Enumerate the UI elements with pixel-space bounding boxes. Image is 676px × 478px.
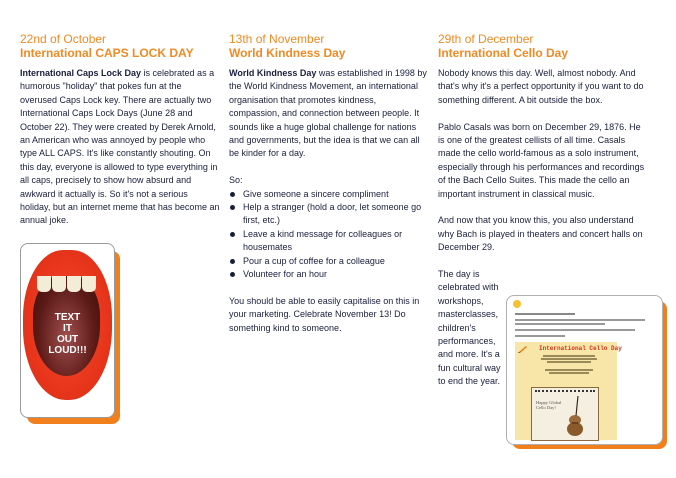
avatar [513,300,521,308]
section-title: International CAPS LOCK DAY [20,46,194,60]
post-username [524,302,525,306]
notebook-spiral [535,390,595,395]
caption-line: OUT [56,334,79,345]
list-intro: So: [229,175,243,186]
poster-text [539,368,599,375]
image-caption [21,312,114,356]
mouth-image-card [20,243,115,418]
list-item [229,268,429,281]
section-date: 22nd of October [20,32,107,46]
column-caps-lock-day [20,33,220,228]
section-title: International Cello Day [438,46,569,60]
list-item [229,188,429,201]
post-text-line [515,328,655,332]
teeth-illustration [33,276,100,292]
paragraph: The day is celebrated with workshops, masterclasses, children's performances, and more. It's a fun cultural way to end the year. [438,269,501,387]
section-date: 29th of December [438,32,534,46]
body-bold-lead: International Caps Lock Day [20,68,142,78]
column-kindness-day [229,33,429,335]
bullet-icon [230,272,235,277]
section-title: World Kindness Day [229,46,346,60]
bullet-icon [230,192,235,197]
pencil-icon [518,345,528,353]
bullet-icon [230,259,235,264]
closing-text: You should be able to easily capitalise on this in your marketing. Celebrate November 13! Do something kind to someone. [229,295,420,333]
section-body [20,67,220,228]
post-text-line [515,322,655,326]
post-text-line [515,334,655,338]
paragraph: Nobody knows this day. Well, almost nobody. And that's why it's a perfect opportunity if you want to do something different. A bit outside the box. [438,68,644,105]
caption-line: TEXT [54,312,81,323]
post-text-line [515,312,655,316]
list-item [229,201,429,228]
kindness-list [229,188,429,282]
caption-line: LOUD!!! [48,345,87,356]
list-item [229,255,429,268]
poster-greeting: Happy Global Cello Day! [536,400,562,410]
cello-day-poster [515,342,622,440]
social-post-card [506,295,663,445]
list-item [229,228,429,255]
poster-text [539,354,599,364]
section-body [229,67,429,161]
section-date: 13th of November [229,32,325,46]
bullet-icon [230,205,235,210]
cello-illustration [531,387,599,441]
list-item-text: Help a stranger (hold a door, let someone go first, etc.) [243,202,422,226]
bullet-icon [230,232,235,237]
body-text: was established in 1998 by the World Kindness Movement, an international organisation that promotes kindness, compassion, and connection between people. It sounds like a huge global challenge for nations and governments, but the idea is that we can all be kinder for a day. [229,68,427,159]
caption-line: IT [63,323,72,334]
paragraph: Pablo Casals was born on December 29, 1876. He is one of the greatest cellists of all time. Casals made the cello world-famous as a solo instrument, especially through his performances and recordings of the Bach Cello Suites. This made the cello an important instrument in classical music. [438,121,645,199]
body-bold-lead: World Kindness Day [229,68,317,78]
list-item-text: Leave a kind message for colleagues or housemates [243,228,403,253]
poster-title: International Cello Day [539,345,622,352]
paragraph: And now that you know this, you also understand why Bach is played in theaters and concert halls on December 29. [438,215,643,253]
post-header [513,300,525,308]
list-item-text: Give someone a sincere compliment [243,188,389,199]
body-text: is celebrated as a humorous "holiday" that pokes fun at the overused Caps Lock key. There are actually two International Caps Lock Days (June 28 and October 22). They were created by Derek Arnold, an American who was annoyed by people who type ALL CAPS. It's like constantly shouting. On this day, everyone is allowed to type everything in all caps, precisely to show how absurd and awkward it actually is. So it's not a serious holiday, but an internet meme that has become an annual joke. [20,68,220,226]
list-item-text: Pour a cup of coffee for a colleague [243,255,385,266]
list-item-text: Volunteer for an hour [243,269,328,280]
cello-icon [566,396,586,438]
